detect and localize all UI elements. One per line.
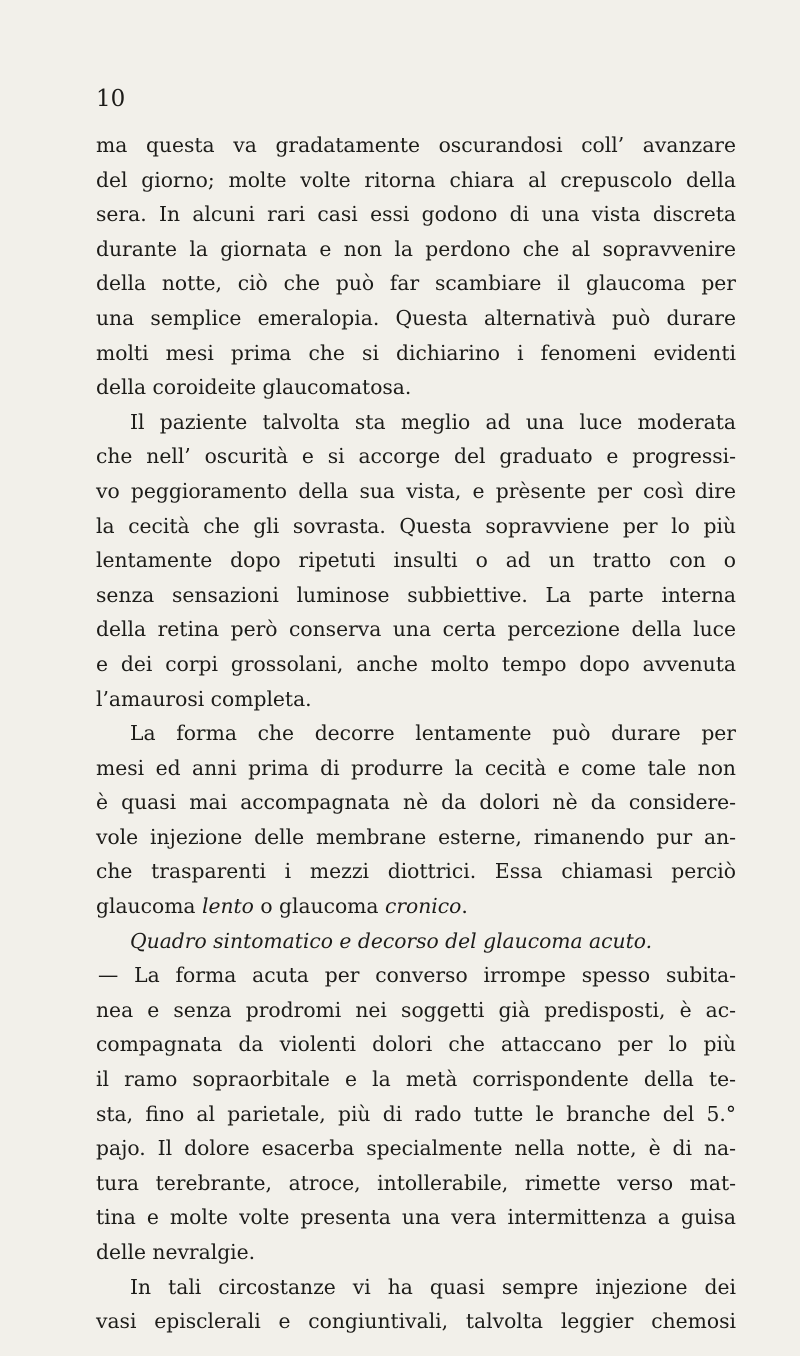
- text-line: della retina però conserva una certa percezione della luce: [96, 617, 736, 642]
- text-line: vole injezione delle membrane esterne, rimanendo pur an-: [96, 824, 736, 849]
- text-line: delle nevralgie.: [96, 1240, 256, 1264]
- text-line: sera. In alcuni rari casi essi godono di una vista discreta: [96, 202, 736, 227]
- text-line: ma questa va gradatamente oscurandosi coll’ avanzare: [96, 133, 736, 157]
- italic-term-cronico: cronico: [384, 894, 462, 919]
- text-line: una semplice emeralopia. Questa alternativà può durare: [96, 305, 736, 330]
- text-line: pajo. Il dolore esacerba specialmente nella notte, è di na-: [96, 1136, 736, 1161]
- body-text: [96, 128, 736, 1339]
- text-segment: glaucoma: [96, 894, 202, 919]
- text-line: della coroideite glaucomatosa.: [96, 375, 412, 400]
- text-line: che nell’ oscurità e si accorge del graduato e progressi-: [96, 444, 736, 469]
- text-segment: .: [461, 894, 468, 919]
- section-heading: [96, 924, 736, 959]
- text-line: l’amaurosi completa.: [96, 686, 312, 711]
- text-line: è quasi mai accompagnata nè da dolori nè da considere-: [96, 790, 736, 815]
- text-line: il ramo sopraorbitale e la metà corrispondente della te-: [96, 1067, 736, 1092]
- text-line: sta, fino al parietale, più di rado tutte le branche del 5.°: [96, 1101, 736, 1126]
- text-line: vasi episclerali e congiuntivali, talvolta leggier chemosi: [96, 1309, 736, 1334]
- text-line: lentamente dopo ripetuti insulti o ad un tratto con o: [96, 548, 736, 573]
- paragraph-start-line: Il paziente talvolta sta meglio ad una luce moderata: [130, 409, 736, 434]
- text-line: nea e senza prodromi nei soggetti già predisposti, è ac-: [96, 997, 736, 1022]
- text-line: — La forma acuta per converso irrompe spesso subita-: [98, 963, 736, 988]
- text-line-with-italics: [96, 889, 736, 924]
- section-heading-text: Quadro sintomatico e decorso del glaucoma acuto.: [130, 928, 653, 953]
- text-line: che trasparenti i mezzi diottrici. Essa chiamasi perciò: [96, 859, 736, 884]
- text-line: mesi ed anni prima di produrre la cecità e come tale non: [96, 755, 736, 780]
- text-line: senza sensazioni luminose subbiettive. La parte interna: [96, 582, 736, 607]
- text-line: tura terebrante, atroce, intollerabile, rimette verso mat-: [96, 1170, 736, 1195]
- text-line: durante la giornata e non la perdono che al sopravvenire: [96, 236, 736, 261]
- text-line: compagnata da violenti dolori che attaccano per lo più: [96, 1032, 736, 1057]
- text-line: della notte, ciò che può far scambiare il glaucoma per: [96, 271, 736, 296]
- text-line: del giorno; molte volte ritorna chiara al crepuscolo della: [96, 167, 736, 192]
- paragraph-start-line: La forma che decorre lentamente può durare per: [130, 721, 736, 746]
- page-number: 10: [96, 86, 126, 112]
- paragraph-start-line: In tali circostanze vi ha quasi sempre injezione dei: [130, 1274, 736, 1299]
- text-line: molti mesi prima che si dichiarino i fenomeni evidenti: [96, 340, 736, 365]
- text-line: tina e molte volte presenta una vera intermittenza a guisa: [96, 1205, 736, 1230]
- text-line: la cecità che gli sovrasta. Questa sopravviene per lo più: [96, 513, 736, 538]
- text-line: e dei corpi grossolani, anche molto tempo dopo avvenuta: [96, 651, 736, 676]
- text-line: vo peggioramento della sua vista, e prèsente per così dire: [96, 478, 736, 503]
- text-segment: o glaucoma: [253, 894, 385, 919]
- italic-term-lento: lento: [201, 894, 254, 919]
